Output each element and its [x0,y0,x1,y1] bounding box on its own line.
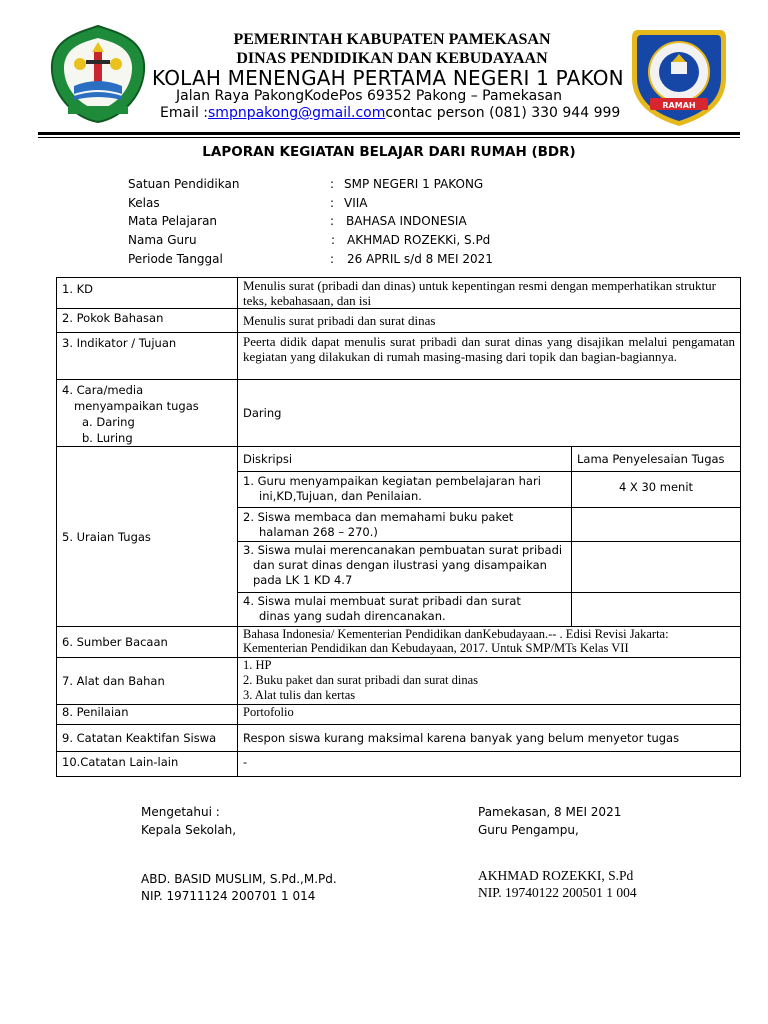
uraian-desc-line: 3. Siswa mulai merencanakan pembuatan surat pribadi [243,543,563,557]
sig-left-name: ABD. BASID MUSLIM, S.Pd.,M.Pd. [141,872,337,886]
table-row [57,752,741,777]
table-row [57,309,741,333]
penilaian-value: Portofolio [238,705,741,725]
identity-label: Periode Tanggal [128,252,223,266]
school-address: Jalan Raya PakongKodePos 69352 Pakong – Pamekasan [176,88,562,104]
catatan-value: Respon siswa kurang maksimal karena banyak yang belum menyetor tugas [238,725,741,752]
identity-label: Kelas [128,196,160,210]
pokok-value: Menulis surat pribadi dan surat dinas [238,309,741,333]
identity-value: VIIA [344,196,368,210]
email-label: Email : [160,105,209,121]
contact-text: contac person (081) 330 944 999 [385,105,621,121]
identity-sep: : [330,214,335,228]
header-line-1: PEMERINTAH KABUPATEN PAMEKASAN [233,31,551,48]
uraian-row [238,593,741,627]
identity-label: Mata Pelajaran [128,214,218,228]
uraian-table [237,446,741,627]
sig-right-line-1: Pamekasan, 8 MEI 2021 [478,805,622,819]
catatan-label: 9. Catatan Keaktifan Siswa [57,725,238,752]
school-contact [160,105,620,121]
identity-value: SMP NEGERI 1 PAKONG [344,177,484,191]
identity-sep: : [331,233,336,247]
indikator-value: Peerta didik dapat menulis surat pribadi dan surat dinas yang disajikan melalui pengamatan kegiatan yang dilakukan di rumah masing-masing dari topik dan bagian-bagiannya. [238,333,741,380]
cara-option-b: b. Luring [82,431,133,445]
uraian-desc-line: 1. Guru menyampaikan kegiatan pembelajaran hari [243,474,541,488]
logo-banner-text: RAMAH [662,101,696,110]
school-name: KOLAH MENENGAH PERTAMA NEGERI 1 PAKON [152,66,624,90]
table-row [57,658,741,705]
penilaian-label: 8. Penilaian [57,705,238,725]
table-row [57,333,741,380]
sig-left-nip: NIP. 19711124 200701 1 014 [141,889,316,903]
sig-right-line-2: Guru Pengampu, [478,823,579,837]
uraian-row [238,542,741,593]
table-row [57,725,741,752]
uraian-desc [238,472,572,508]
alat-item: 1. HP [243,658,272,672]
header-divider-thin [38,137,740,138]
cara-value: Daring [238,380,741,447]
identity-label: Nama Guru [128,233,197,247]
identity-value: AKHMAD ROZEKKi, S.Pd [347,233,491,247]
uraian-desc-line: 2. Siswa membaca dan memahami buku paket [243,510,514,524]
kd-value: Menulis surat (pribadi dan dinas) untuk kepentingan resmi dengan memperhatikan struktur teks, kebahasaan, dan isi [238,278,741,309]
uraian-time [572,593,741,627]
uraian-desc-line: pada LK 1 KD 4.7 [253,573,353,587]
lain-value: - [238,752,741,777]
uraian-time [572,508,741,542]
uraian-head-desc: Diskripsi [238,447,572,472]
table-row [57,278,741,309]
cara-label [57,380,238,447]
alat-item: 2. Buku paket dan surat pribadi dan surat dinas [243,673,479,687]
sumber-line: Kementerian Pendidikan dan Kebudayaan, 2017. Untuk SMP/MTs Kelas VII [243,641,629,655]
identity-sep: : [330,252,335,266]
uraian-header-row [238,447,741,472]
alat-label: 7. Alat dan Bahan [57,658,238,705]
indikator-label: 3. Indikator / Tujuan [57,333,238,380]
lain-label: 10.Catatan Lain-lain [57,752,238,777]
header-divider-thick [38,132,740,135]
uraian-desc-line: ini,KD,Tujuan, dan Penilaian. [259,489,422,503]
kd-label: 1. KD [57,278,238,309]
identity-value: BAHASA INDONESIA [346,214,467,228]
sumber-label: 6. Sumber Bacaan [57,627,238,658]
uraian-desc [238,508,572,542]
uraian-cell [238,447,741,627]
uraian-desc-line: 4. Siswa mulai membuat surat pribadi dan surat [243,594,521,608]
uraian-head-time: Lama Penyelesaian Tugas [572,447,741,472]
uraian-row [238,472,741,508]
table-row [57,705,741,725]
identity-sep: : [330,196,335,210]
alat-item: 3. Alat tulis dan kertas [243,688,356,702]
uraian-row [238,508,741,542]
uraian-desc [238,542,572,593]
header-line-2: DINAS PENDIDIKAN DAN KEBUDAYAAN [236,50,548,67]
sig-left-line-2: Kepala Sekolah, [141,823,237,837]
sumber-value [238,627,741,658]
identity-label: Satuan Pendidikan [128,177,240,191]
report-title: LAPORAN KEGIATAN BELAJAR DARI RUMAH (BDR) [202,144,576,160]
sig-right-name: AKHMAD ROZEKKI, S.Pd [478,868,634,883]
identity-sep: : [330,177,335,191]
sig-right-nip: NIP. 19740122 200501 1 004 [478,885,637,900]
cara-label-1: 4. Cara/media [62,383,144,397]
pokok-label: 2. Pokok Bahasan [57,309,238,333]
uraian-time [572,542,741,593]
table-row [57,627,741,658]
cara-label-2: menyampaikan tugas [74,399,199,413]
sig-left-line-1: Mengetahui : [141,805,220,819]
uraian-label: 5. Uraian Tugas [57,447,238,627]
uraian-desc-line: dan surat dinas dengan ilustrasi yang disampaikan [253,558,547,572]
table-row [57,380,741,447]
uraian-desc-line: dinas yang sudah direncanakan. [259,609,446,623]
uraian-time: 4 X 30 menit [572,472,741,508]
uraian-desc-line: halaman 268 – 270.) [259,525,378,539]
alat-value [238,658,741,705]
report-table [56,277,741,777]
email-link[interactable]: smpnpakong@gmail.com [208,105,386,121]
uraian-desc [238,593,572,627]
cara-option-a: a. Daring [82,415,135,429]
table-row [57,447,741,627]
identity-value: 26 APRIL s/d 8 MEI 2021 [347,252,493,266]
sumber-line: Bahasa Indonesia/ Kementerian Pendidikan danKebudayaan.-- . Edisi Revisi Jakarta: [243,627,669,641]
